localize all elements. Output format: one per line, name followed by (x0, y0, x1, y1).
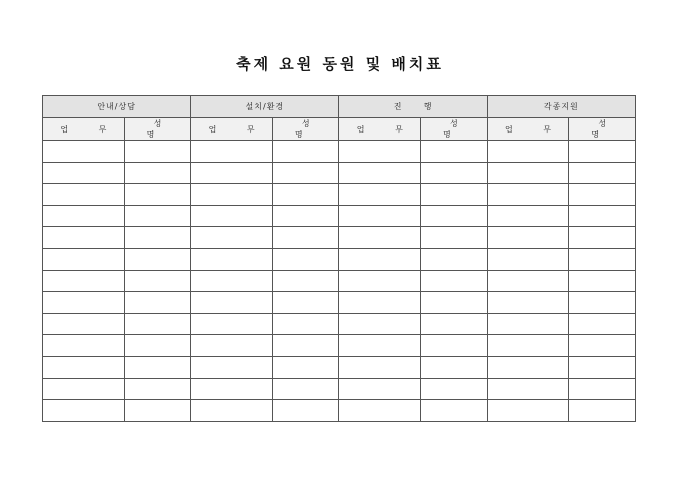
name-cell (272, 335, 339, 357)
name-cell (569, 292, 636, 314)
sub-header-name: 성 명 (272, 118, 339, 141)
task-cell (43, 270, 125, 292)
task-cell (43, 313, 125, 335)
name-cell (421, 356, 488, 378)
task-cell (339, 356, 421, 378)
name-cell (421, 313, 488, 335)
name-cell (124, 400, 191, 422)
name-cell (569, 248, 636, 270)
sub-header-name: 성 명 (421, 118, 488, 141)
table-body (43, 141, 636, 422)
task-cell (339, 248, 421, 270)
task-cell (191, 248, 273, 270)
task-cell (487, 292, 569, 314)
name-cell (124, 248, 191, 270)
name-cell (421, 270, 488, 292)
name-cell (569, 162, 636, 184)
name-cell (569, 400, 636, 422)
task-cell (191, 356, 273, 378)
task-cell (43, 400, 125, 422)
task-cell (339, 335, 421, 357)
name-cell (124, 205, 191, 227)
task-cell (339, 292, 421, 314)
group-header-support: 각종지원 (487, 96, 635, 118)
name-cell (124, 270, 191, 292)
task-cell (191, 227, 273, 249)
sub-header-task: 업 무 (339, 118, 421, 141)
task-cell (487, 378, 569, 400)
task-cell (43, 356, 125, 378)
name-cell (569, 227, 636, 249)
name-cell (421, 162, 488, 184)
name-cell (124, 292, 191, 314)
group-header-row (43, 96, 636, 118)
task-cell (43, 162, 125, 184)
task-cell (339, 162, 421, 184)
task-cell (43, 227, 125, 249)
name-cell (124, 184, 191, 206)
table-row (43, 270, 636, 292)
name-cell (421, 227, 488, 249)
name-cell (124, 162, 191, 184)
task-cell (487, 313, 569, 335)
name-cell (421, 205, 488, 227)
assignment-table (42, 95, 636, 422)
name-cell (421, 248, 488, 270)
sub-header-row (43, 118, 636, 141)
name-cell (272, 292, 339, 314)
sub-header-name: 성 명 (124, 118, 191, 141)
name-cell (272, 227, 339, 249)
name-cell (124, 227, 191, 249)
name-cell (124, 313, 191, 335)
table-row (43, 141, 636, 163)
name-cell (272, 356, 339, 378)
table-row (43, 378, 636, 400)
table-row (43, 335, 636, 357)
task-cell (339, 400, 421, 422)
name-cell (421, 335, 488, 357)
name-cell (421, 184, 488, 206)
name-cell (272, 378, 339, 400)
task-cell (487, 184, 569, 206)
task-cell (43, 184, 125, 206)
task-cell (191, 205, 273, 227)
name-cell (569, 356, 636, 378)
name-cell (272, 313, 339, 335)
task-cell (487, 335, 569, 357)
name-cell (421, 400, 488, 422)
sub-header-task: 업 무 (487, 118, 569, 141)
name-cell (272, 141, 339, 163)
task-cell (339, 270, 421, 292)
name-cell (124, 378, 191, 400)
table-row (43, 400, 636, 422)
name-cell (272, 205, 339, 227)
name-cell (569, 378, 636, 400)
task-cell (191, 400, 273, 422)
task-cell (43, 248, 125, 270)
sub-header-name: 성 명 (569, 118, 636, 141)
name-cell (272, 400, 339, 422)
sub-header-task: 업 무 (43, 118, 125, 141)
task-cell (339, 184, 421, 206)
task-cell (43, 141, 125, 163)
name-cell (272, 162, 339, 184)
name-cell (569, 313, 636, 335)
task-cell (339, 313, 421, 335)
task-cell (191, 162, 273, 184)
task-cell (191, 141, 273, 163)
task-cell (191, 184, 273, 206)
document-title: 축제 요원 동원 및 배치표 (236, 55, 444, 73)
task-cell (191, 270, 273, 292)
task-cell (339, 227, 421, 249)
name-cell (124, 356, 191, 378)
sub-header-task: 업 무 (191, 118, 273, 141)
task-cell (43, 292, 125, 314)
task-cell (339, 378, 421, 400)
name-cell (124, 335, 191, 357)
task-cell (487, 162, 569, 184)
name-cell (124, 141, 191, 163)
table-row (43, 184, 636, 206)
task-cell (191, 313, 273, 335)
task-cell (191, 292, 273, 314)
name-cell (569, 335, 636, 357)
name-cell (272, 248, 339, 270)
name-cell (272, 270, 339, 292)
task-cell (487, 227, 569, 249)
name-cell (421, 141, 488, 163)
task-cell (487, 205, 569, 227)
group-header-guidance: 안내/상담 (43, 96, 191, 118)
name-cell (569, 141, 636, 163)
name-cell (421, 378, 488, 400)
task-cell (487, 270, 569, 292)
name-cell (569, 205, 636, 227)
task-cell (487, 141, 569, 163)
table-row (43, 205, 636, 227)
name-cell (421, 292, 488, 314)
task-cell (339, 205, 421, 227)
group-header-setup: 설치/환경 (191, 96, 339, 118)
table-row (43, 356, 636, 378)
table-row (43, 248, 636, 270)
task-cell (191, 378, 273, 400)
table-row (43, 227, 636, 249)
group-header-operation: 진 행 (339, 96, 487, 118)
name-cell (569, 270, 636, 292)
task-cell (487, 248, 569, 270)
table-row (43, 313, 636, 335)
table-row (43, 292, 636, 314)
task-cell (43, 335, 125, 357)
task-cell (43, 205, 125, 227)
name-cell (272, 184, 339, 206)
task-cell (191, 335, 273, 357)
task-cell (43, 378, 125, 400)
table-row (43, 162, 636, 184)
task-cell (339, 141, 421, 163)
name-cell (569, 184, 636, 206)
task-cell (487, 356, 569, 378)
task-cell (487, 400, 569, 422)
